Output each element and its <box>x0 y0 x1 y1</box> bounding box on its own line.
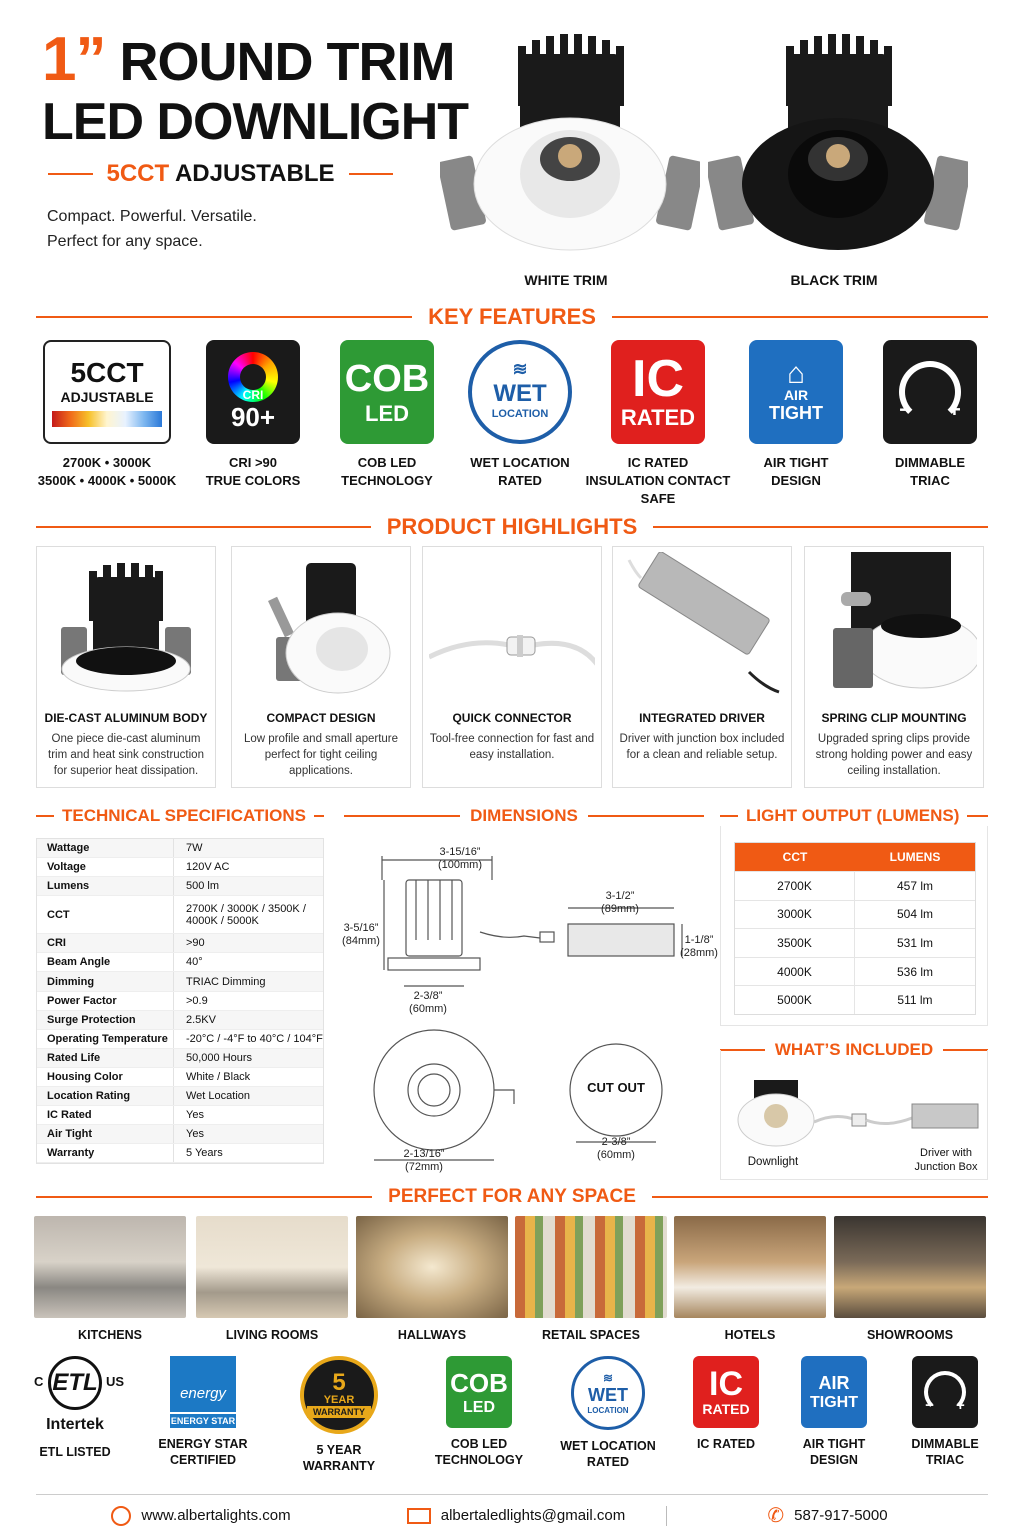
space-retail <box>515 1216 667 1342</box>
lumens-value: 504 lm <box>896 907 934 922</box>
ic-sub: RATED <box>702 1401 750 1417</box>
phone-icon: ✆ <box>767 1505 785 1527</box>
lumens-table <box>734 842 976 1015</box>
cct-icon <box>43 340 171 444</box>
dimensions-heading <box>344 806 704 826</box>
cert-label <box>880 1436 1010 1468</box>
spec-row <box>37 839 323 858</box>
heading-text: KEY FEATURES <box>428 304 596 329</box>
spec-row <box>37 1087 323 1106</box>
spec-row <box>37 1106 323 1125</box>
spec-row <box>37 858 323 877</box>
included-driver-l1: Driver with <box>920 1147 972 1159</box>
spec-value: Yes <box>173 1125 323 1143</box>
feature-label <box>455 454 585 490</box>
spec-value: 120V AC <box>173 858 323 876</box>
tagline <box>47 204 257 254</box>
wet-line2: RATED <box>498 473 542 488</box>
subtitle-text: ADJUSTABLE <box>174 160 335 187</box>
cri-icon-top: CRI <box>242 387 264 402</box>
cert-etl <box>10 1356 140 1460</box>
cert-label-l2: WARRANTY <box>302 1459 376 1473</box>
lumens-value: 511 lm <box>897 993 933 1008</box>
highlight-card <box>804 546 984 788</box>
rule <box>653 526 988 528</box>
cert-label-l1: COB LED <box>450 1437 508 1451</box>
highlight-desc: Low profile and small aperture perfect for tight ceiling applications. <box>243 733 399 777</box>
dim-value: 2-13/16” <box>403 1148 445 1160</box>
wet-sub: LOCATION <box>587 1406 629 1415</box>
cert-label-l2: TECHNOLOGY <box>434 1453 524 1467</box>
etl-c: C <box>34 1374 44 1389</box>
heading-text: PRODUCT HIGHLIGHTS <box>386 514 638 539</box>
cert-label-l2: TRIAC <box>925 1453 965 1467</box>
cert-label-l1: WET LOCATION <box>560 1439 656 1453</box>
compact-design-image <box>238 547 404 707</box>
feature-label <box>583 454 733 508</box>
rule <box>36 316 412 318</box>
dim-value: 3-5/16” <box>343 922 379 934</box>
spec-value: 5 Years <box>173 1144 323 1162</box>
spec-row <box>37 992 323 1011</box>
hotel-photo <box>674 1216 826 1318</box>
lumens-header-row <box>735 843 975 871</box>
spec-key: Power Factor <box>47 994 117 1007</box>
spec-value: -20°C / -4°F to 40°C / 104°F <box>173 1030 323 1048</box>
dim-mm: (72mm) <box>405 1161 443 1173</box>
wet-line1: WET LOCATION <box>470 455 570 470</box>
footer-website[interactable] <box>36 1506 366 1526</box>
air-badge <box>801 1356 867 1428</box>
spec-value: 7W <box>173 839 323 857</box>
dim-value: 2-3/8” <box>601 1136 631 1148</box>
cri-line2: TRUE COLORS <box>205 473 301 488</box>
title-text: ROUND TRIM <box>119 32 455 92</box>
spec-key: Air Tight <box>47 1128 93 1141</box>
dimmer-badge <box>912 1356 978 1428</box>
page-title-line2: LED DOWNLIGHT <box>42 93 469 151</box>
spec-row <box>37 896 323 934</box>
spec-key: Warranty <box>47 1147 95 1160</box>
space-label: KITCHENS <box>78 1328 142 1342</box>
dim-trim-diameter <box>394 1148 454 1174</box>
spec-value: 40° <box>173 953 323 971</box>
footer-email[interactable] <box>366 1507 666 1524</box>
ic-line3: SAFE <box>640 491 676 506</box>
feature-ic <box>585 340 731 508</box>
dim-plus: + <box>948 397 961 422</box>
dim-value: 3-1/2” <box>605 890 635 902</box>
etl-us: US <box>106 1374 125 1389</box>
cert-label <box>274 1442 404 1474</box>
dim-mm: (89mm) <box>601 903 639 915</box>
dim-driver-height <box>676 934 722 960</box>
spec-value: >0.9 <box>173 992 323 1010</box>
black-trim-caption: BLACK TRIM <box>790 272 878 288</box>
dim-mm: (60mm) <box>409 1003 447 1015</box>
lumens-cct: 5000K <box>735 986 855 1014</box>
title-number: 1” <box>42 25 106 94</box>
subtitle <box>48 160 393 188</box>
cert-warranty <box>274 1356 404 1474</box>
water-splash-icon: ≋ <box>512 358 528 379</box>
dim-minus: − <box>925 1396 934 1414</box>
dim-base-width <box>398 990 458 1016</box>
heading-text: PERFECT FOR ANY SPACE <box>388 1186 636 1207</box>
spec-row <box>37 972 323 991</box>
spec-value: TRIAC Dimming <box>173 972 323 990</box>
cert-label: ETL LISTED <box>39 1445 111 1459</box>
warranty-seal <box>300 1356 378 1434</box>
wet-icon-top: WET <box>493 379 547 407</box>
spec-key: Housing Color <box>47 1070 123 1083</box>
cert-label-l1: 5 YEAR <box>316 1443 362 1457</box>
ic-line2: INSULATION CONTACT <box>585 473 731 488</box>
lumens-heading <box>720 806 988 826</box>
space-label: LIVING ROOMS <box>225 1328 319 1342</box>
cert-label-l1: DIMMABLE <box>911 1437 979 1451</box>
dim-value: 2-3/8” <box>413 990 443 1002</box>
spec-key: Dimming <box>47 975 95 988</box>
email-link[interactable]: albertaledlights@gmail.com <box>440 1507 626 1524</box>
highlight-desc: One piece die-cast aluminum trim and heat sink construction for superior heat dissipation. <box>48 733 204 777</box>
spec-value: 2700K / 3000K / 3500K / 4000K / 5000K <box>173 896 323 933</box>
subtitle-rule-left <box>48 173 93 175</box>
energy-script: energy <box>180 1385 226 1402</box>
col-header: LUMENS <box>889 850 941 864</box>
air-icon-top: AIR <box>783 386 809 403</box>
cob-icon-top: COB <box>344 357 430 400</box>
rule <box>612 316 988 318</box>
cert-cob <box>414 1356 544 1468</box>
cob-icon-sub: LED <box>365 400 409 426</box>
living-room-photo <box>196 1216 348 1318</box>
showroom-photo <box>834 1216 986 1318</box>
cert-label-l1: AIR TIGHT <box>802 1437 866 1451</box>
highlight-card <box>612 546 792 788</box>
cob-icon <box>340 340 434 444</box>
highlights-heading <box>36 514 988 540</box>
space-label: HALLWAYS <box>397 1328 467 1342</box>
wet-top: WET <box>588 1385 628 1405</box>
specs-table <box>36 838 324 1164</box>
spec-row <box>37 1011 323 1030</box>
dim-plus: + <box>956 1396 965 1414</box>
rule <box>314 815 324 817</box>
tagline-line2: Perfect for any space. <box>47 233 203 250</box>
highlight-title: SPRING CLIP MOUNTING <box>821 711 967 725</box>
heading-text: WHAT’S INCLUDED <box>774 1040 934 1059</box>
lumens-value: 457 lm <box>896 878 934 893</box>
feature-label <box>188 454 318 490</box>
quick-connector-image <box>429 547 595 707</box>
spec-value: 2.5KV <box>173 1011 323 1029</box>
feature-label <box>865 454 995 490</box>
ic-icon-top: IC <box>632 350 684 408</box>
lumens-row <box>735 900 975 929</box>
spec-row <box>37 1068 323 1087</box>
white-trim-caption: WHITE TRIM <box>524 272 608 288</box>
spec-row <box>37 1144 323 1163</box>
page-title-line1 <box>42 25 455 94</box>
lumens-cct: 3500K <box>735 929 855 957</box>
cert-label-l1: ENERGY STAR <box>158 1437 248 1451</box>
included-downlight: Downlight <box>747 1156 799 1168</box>
ic-rated-icon <box>611 340 705 444</box>
footer <box>36 1494 988 1536</box>
cert-energy-star <box>138 1356 268 1468</box>
cct-icon-sub: ADJUSTABLE <box>60 389 154 405</box>
white-trim-product-image <box>440 34 700 260</box>
black-trim-product-image <box>708 34 968 260</box>
cct-line1: 2700K • 3000K <box>62 455 152 470</box>
wet-location-icon <box>468 340 572 444</box>
rule <box>36 1196 372 1198</box>
highlight-card <box>231 546 411 788</box>
feature-air <box>731 340 861 490</box>
cert-wet <box>543 1356 673 1470</box>
heading-text: LIGHT OUTPUT (LUMENS) <box>746 806 960 825</box>
space-living-rooms <box>196 1216 348 1342</box>
energy-star-logo <box>170 1356 236 1428</box>
subtitle-rule-right <box>349 173 394 175</box>
cert-label-l2: DESIGN <box>810 1453 858 1467</box>
dim-cutout <box>586 1136 646 1162</box>
space-hallways <box>356 1216 508 1342</box>
spec-key: Beam Angle <box>47 956 111 969</box>
included-driver <box>906 1146 986 1174</box>
dim-value: 3-15/16” <box>439 846 481 858</box>
spec-key: CCT <box>47 908 70 921</box>
tagline-line1: Compact. Powerful. Versatile. <box>47 208 257 225</box>
spec-row <box>37 877 323 896</box>
cert-label-l2: RATED <box>586 1455 630 1469</box>
highlight-desc: Upgraded spring clips provide strong holding power and easy ceiling installation. <box>815 733 973 777</box>
globe-icon <box>111 1506 131 1526</box>
lumens-value: 536 lm <box>896 964 934 979</box>
rule <box>967 815 988 817</box>
spec-key: Voltage <box>47 861 86 874</box>
lumens-cct: 3000K <box>735 901 855 929</box>
space-label: RETAIL SPACES <box>542 1328 640 1342</box>
air-icon-sub: TIGHT <box>769 402 823 423</box>
spec-key: Rated Life <box>47 1051 101 1064</box>
lumens-row <box>735 957 975 986</box>
dimmer-icon <box>883 340 977 444</box>
ic-icon-sub: RATED <box>620 405 696 430</box>
heading-text: DIMENSIONS <box>470 806 578 825</box>
spec-row <box>37 1125 323 1144</box>
cct-line2: 3500K • 4000K • 5000K <box>37 473 177 488</box>
highlight-title: INTEGRATED DRIVER <box>639 711 765 725</box>
cri-icon <box>206 340 300 444</box>
space-label: SHOWROOMS <box>866 1328 954 1342</box>
wet-icon-sub: LOCATION <box>491 407 549 420</box>
kitchen-photo <box>34 1216 186 1318</box>
ic-badge <box>693 1356 759 1428</box>
etl-logo <box>10 1356 140 1436</box>
spec-key: Wattage <box>47 842 90 855</box>
cob-badge <box>446 1356 512 1428</box>
spec-value: >90 <box>173 934 323 952</box>
energy-band: ENERGY STAR <box>170 1412 236 1428</box>
space-showrooms <box>834 1216 986 1342</box>
spec-value: Wet Location <box>173 1087 323 1105</box>
cert-label <box>543 1438 673 1470</box>
cert-label-l2: CERTIFIED <box>170 1453 236 1467</box>
dim-top-width <box>420 846 500 872</box>
footer-phone[interactable] <box>667 1503 988 1528</box>
spaces-heading <box>36 1186 988 1208</box>
highlight-title: DIE-CAST ALUMINUM BODY <box>44 711 208 725</box>
ic-top: IC <box>709 1365 743 1403</box>
included-driver-l2: Junction Box <box>914 1161 978 1173</box>
air-sub: TIGHT <box>810 1393 858 1411</box>
spec-key: IC Rated <box>47 1109 92 1122</box>
highlight-card <box>422 546 602 788</box>
retail-photo <box>515 1216 667 1318</box>
col-header: CCT <box>782 850 808 864</box>
ic-line1: IC RATED <box>627 455 689 470</box>
etl-brand: Intertek <box>46 1416 104 1433</box>
lumens-row <box>735 928 975 957</box>
feature-wet <box>455 340 585 490</box>
air-line1: AIR TIGHT <box>763 455 829 470</box>
cob-line2: TECHNOLOGY <box>341 473 433 488</box>
water-splash-icon: ≋ <box>602 1371 614 1385</box>
spec-key: Operating Temperature <box>47 1032 168 1045</box>
air-line2: DESIGN <box>771 473 821 488</box>
cert-label: IC RATED <box>696 1437 756 1451</box>
spring-clip-image <box>811 547 977 707</box>
highlight-title: QUICK CONNECTOR <box>452 711 572 725</box>
air-tight-icon <box>749 340 843 444</box>
space-hotels <box>674 1216 826 1342</box>
key-features-heading <box>36 304 988 330</box>
dim-driver-width <box>590 890 650 916</box>
warranty-band: WARRANTY <box>307 1406 371 1418</box>
lumens-value: 531 lm <box>896 935 934 950</box>
cct-icon-top: 5CCT <box>70 357 144 388</box>
feature-5cct <box>37 340 177 490</box>
integrated-driver-image <box>619 547 785 707</box>
etl-circle: ETL <box>48 1356 102 1410</box>
cert-dimmable <box>880 1356 1010 1468</box>
spec-value: White / Black <box>173 1068 323 1086</box>
spec-key: CRI <box>47 937 66 950</box>
wet-badge <box>571 1356 645 1430</box>
cert-label <box>138 1436 268 1468</box>
dim-minus: − <box>899 397 912 422</box>
rule <box>344 815 460 817</box>
cri-line1: CRI >90 <box>228 455 278 470</box>
lumens-row <box>735 871 975 900</box>
feature-label <box>27 454 187 490</box>
subtitle-accent: 5CCT <box>106 160 170 187</box>
spec-row <box>37 1030 323 1049</box>
dim-mm: (60mm) <box>597 1149 635 1161</box>
diecast-body-image <box>43 547 209 707</box>
warranty-year: YEAR <box>323 1394 355 1406</box>
envelope-icon <box>407 1508 431 1524</box>
rule <box>588 815 704 817</box>
dim-line2: TRIAC <box>910 473 950 488</box>
specs-heading <box>36 806 324 826</box>
color-temp-bar <box>52 411 162 427</box>
air-top: AIR <box>818 1372 850 1393</box>
highlight-card <box>36 546 216 788</box>
house-icon: ⌂ <box>786 356 806 390</box>
feature-cri <box>188 340 318 490</box>
dim-mm: (100mm) <box>437 859 482 871</box>
spec-key: Surge Protection <box>47 1013 136 1026</box>
space-kitchens <box>34 1216 186 1342</box>
spec-key: Location Rating <box>47 1090 131 1103</box>
included-image <box>726 1072 982 1152</box>
feature-label <box>731 454 861 490</box>
dim-mm: (84mm) <box>342 935 380 947</box>
dim-line1: DIMMABLE <box>894 455 966 470</box>
rule <box>36 526 371 528</box>
dim-height <box>336 922 386 948</box>
dim-value: 1-1/8” <box>684 934 714 946</box>
warranty-num: 5 <box>332 1369 346 1396</box>
cob-line1: COB LED <box>357 455 417 470</box>
rule <box>720 815 738 817</box>
feature-dimmable <box>865 340 995 490</box>
cutout-label: CUT OUT <box>587 1080 645 1095</box>
spec-value: 50,000 Hours <box>173 1049 323 1067</box>
rule <box>652 1196 988 1198</box>
lumens-cct: 2700K <box>735 872 855 900</box>
spec-value: 500 lm <box>173 877 323 895</box>
phone-link[interactable]: 587-917-5000 <box>794 1507 888 1524</box>
cob-sub: LED <box>463 1398 495 1416</box>
highlight-title: COMPACT DESIGN <box>266 711 376 725</box>
cri-icon-big: 90+ <box>230 401 276 432</box>
heading-text: TECHNICAL SPECIFICATIONS <box>62 806 306 825</box>
feature-label <box>322 454 452 490</box>
website-link[interactable]: www.albertalights.com <box>141 1507 291 1524</box>
lumens-cct: 4000K <box>735 958 855 986</box>
feature-cob <box>322 340 452 490</box>
rule <box>36 815 54 817</box>
highlight-desc: Driver with junction box included for a clean and reliable setup. <box>619 733 785 761</box>
highlight-desc: Tool-free connection for fast and easy installation. <box>429 733 595 761</box>
spec-row <box>37 1049 323 1068</box>
spec-key: Lumens <box>47 880 90 893</box>
spec-value: Yes <box>173 1106 323 1124</box>
spec-row <box>37 953 323 972</box>
lumens-row <box>735 985 975 1014</box>
space-label: HOTELS <box>724 1328 776 1342</box>
hallway-photo <box>356 1216 508 1318</box>
cob-top: COB <box>450 1367 508 1398</box>
cert-label <box>414 1436 544 1468</box>
dim-mm: (28mm) <box>680 947 718 959</box>
spec-row <box>37 934 323 953</box>
